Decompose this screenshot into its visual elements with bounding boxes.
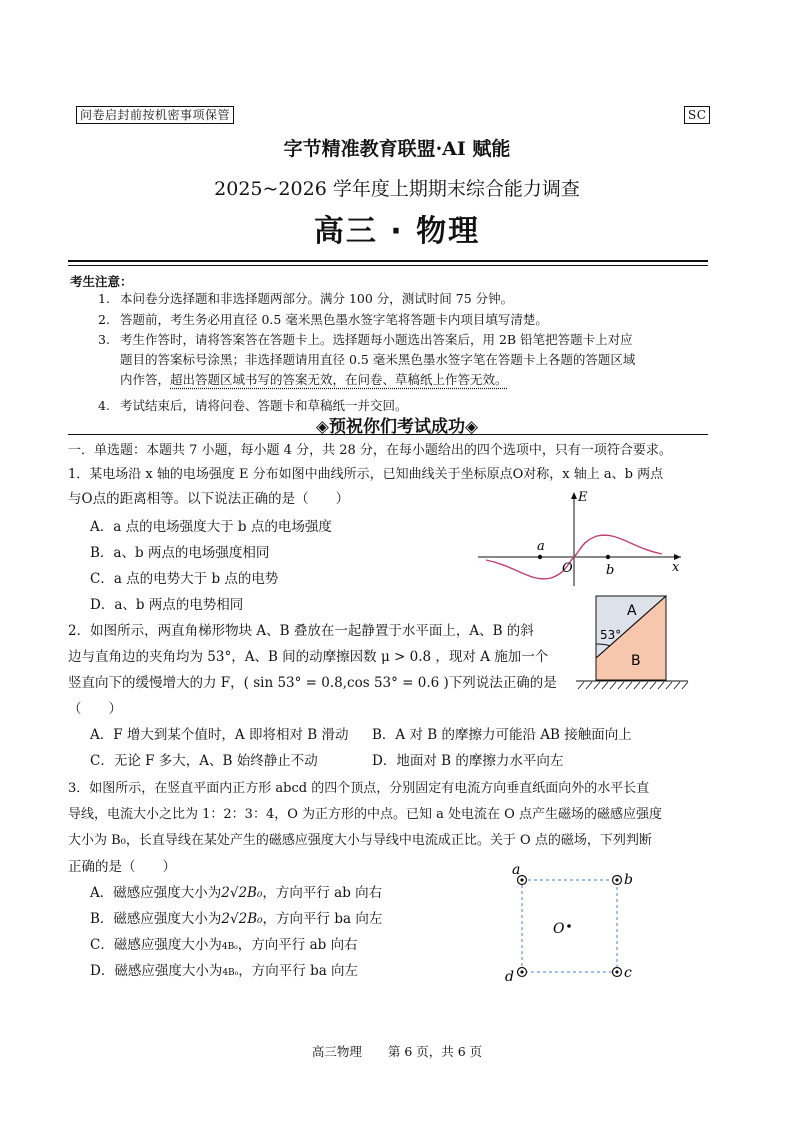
notice-1 bbox=[98, 289, 718, 309]
section-rule bbox=[68, 434, 708, 435]
option-value: 2√2B₀ bbox=[221, 911, 263, 927]
notice-num: 4. bbox=[98, 398, 110, 413]
notice-2 bbox=[98, 310, 718, 330]
option-value: 4B₀ bbox=[221, 942, 238, 952]
option-suffix: ，方向平行 ba 向左 bbox=[262, 911, 383, 927]
footer-subject: 高三物理 bbox=[311, 1044, 362, 1059]
notice-3-line2: 题目的答案标号涂黑；非选择题请用直径 0.5 毫米黑色墨水签字笔在答题卡上各题的答题区域 bbox=[120, 352, 636, 367]
q3-option-d[interactable] bbox=[90, 960, 358, 984]
vertex-a-label: a bbox=[512, 862, 521, 878]
vertex-c-label: c bbox=[624, 965, 632, 981]
q1-option-d[interactable]: D．a、b 两点的电势相同 bbox=[90, 597, 244, 613]
notice-text: 内作答， bbox=[120, 372, 171, 387]
option-prefix: B．磁感应强度大小为 bbox=[90, 911, 222, 927]
wire-b-icon bbox=[613, 876, 622, 885]
point-b-label: b bbox=[606, 563, 615, 578]
notice-3-line3 bbox=[120, 370, 720, 390]
q2-option-b[interactable]: B．A 对 B 的摩擦力可能沿 AB 接触面向上 bbox=[372, 727, 632, 743]
q2-option-c[interactable]: C．无论 F 多大，A、B 始终静止不动 bbox=[90, 753, 318, 769]
option-suffix: ，方向平行 ab 向右 bbox=[237, 937, 358, 953]
vertex-b-label: b bbox=[624, 872, 633, 888]
wire-d-icon bbox=[518, 968, 527, 977]
alliance-title: 字节精准教育联盟·AI 赋能 bbox=[283, 138, 511, 160]
notice-num: 2. bbox=[98, 312, 110, 327]
point-a-label: a bbox=[537, 539, 545, 554]
option-value: 2√2B₀ bbox=[221, 885, 263, 901]
vertex-d-label: d bbox=[505, 969, 514, 985]
q2-line1: 2．如图所示，两直角梯形物块 A、B 叠放在一起静置于水平面上，A、B 的斜 bbox=[68, 623, 534, 639]
notice-emphasis: 超出答题区域书写的答案无效，在问卷、草稿纸上作答无效。 bbox=[170, 372, 508, 387]
option-value: 4B₀ bbox=[222, 968, 239, 978]
q3-line1: 3．如图所示，在竖直平面内正方形 abcd 的四个顶点，分别固定有电流方向垂直纸面向外的水平长直 bbox=[68, 781, 650, 796]
q1-line1: 1．某电场沿 x 轴的电场强度 E 分布如图中曲线所示，已知曲线关于坐标原点O对称，x 轴上 a、b 两点 bbox=[68, 467, 664, 482]
q2-line4: （ ） bbox=[68, 701, 122, 717]
option-prefix: D．磁感应强度大小为 bbox=[90, 963, 223, 979]
e-axis-label: E bbox=[578, 490, 588, 505]
q2-line3: 竖直向下的缓慢增大的力 F，( sin 53° = 0.8,cos 53° = 0.6 )下列说法正确的是 bbox=[68, 675, 557, 691]
option-prefix: C．磁感应强度大小为 bbox=[90, 937, 222, 953]
notice-num: 1. bbox=[98, 291, 110, 306]
q3-line4: 正确的是（ ） bbox=[68, 859, 176, 875]
footer-page: 第 6 页，共 6 页 bbox=[387, 1044, 483, 1059]
notice-text: 本问卷分选择题和非选择题两部分。满分 100 分，测试时间 75 分钟。 bbox=[120, 291, 514, 306]
exam-name: 2025~2026 学年度上期期末综合能力调查 bbox=[214, 178, 580, 200]
angle-label: 53° bbox=[600, 628, 622, 642]
center-point bbox=[567, 924, 571, 928]
option-suffix: ，方向平行 ab 向右 bbox=[262, 885, 383, 901]
title-rule-thin bbox=[68, 265, 708, 266]
notices-heading: 考生注意： bbox=[70, 274, 133, 289]
q3-option-b[interactable] bbox=[90, 908, 382, 930]
point-a-marker bbox=[538, 555, 542, 559]
ground-hatching bbox=[578, 682, 688, 689]
q1-option-c[interactable]: C．a 点的电势大于 b 点的电势 bbox=[90, 571, 279, 587]
notice-num: 3. bbox=[98, 332, 110, 347]
e-axis-arrow-icon bbox=[571, 492, 577, 499]
q2-option-a[interactable]: A．F 增大到某个值时，A 即将相对 B 滑动 bbox=[90, 727, 349, 743]
q1-option-b[interactable]: B．a、b 两点的电场强度相同 bbox=[90, 545, 270, 561]
title-rule-thick bbox=[68, 260, 708, 262]
block-a-label: A bbox=[627, 603, 637, 619]
region-code: SC bbox=[684, 106, 710, 124]
q2-option-d[interactable]: D．地面对 B 的摩擦力水平向左 bbox=[372, 753, 564, 769]
wire-c-icon bbox=[613, 968, 622, 977]
q3-option-a[interactable] bbox=[90, 882, 382, 904]
x-axis-label: x bbox=[672, 560, 680, 575]
option-suffix: ，方向平行 ba 向左 bbox=[238, 963, 359, 979]
security-label: 问卷启封前按机密事项保管 bbox=[76, 106, 234, 124]
q3-square-figure bbox=[502, 860, 652, 990]
q3-option-c[interactable] bbox=[90, 934, 358, 958]
q2-blocks-figure bbox=[574, 592, 690, 692]
q2-line2: 边与直角边的夹角均为 53°，A、B 间的动摩擦因数 μ > 0.8 ，现对 A 施加一个 bbox=[68, 649, 549, 665]
notice-text: 答题前，考生务必用直径 0.5 毫米黑色墨水签字笔将答题卡内项目填写清楚。 bbox=[120, 312, 548, 327]
block-b-label: B bbox=[631, 653, 641, 669]
point-b-marker bbox=[606, 555, 610, 559]
origin-label: O bbox=[562, 561, 573, 576]
q1-field-figure bbox=[476, 488, 686, 588]
q3-line2: 导线，电流大小之比为 1：2：3：4，O 为正方形的中点。已知 a 处电流在 O 点产生磁场的磁感应强度 bbox=[68, 807, 662, 822]
q3-line3: 大小为 B₀，长直导线在某处产生的磁感应强度大小与导线中电流成正比。关于 O 点的磁场，下列判断 bbox=[68, 833, 652, 848]
option-prefix: A．磁感应强度大小为 bbox=[90, 885, 222, 901]
notice-3 bbox=[98, 330, 718, 350]
section-intro: 一．单选题：本题共 7 小题，每小题 4 分，共 28 分，在每小题给出的四个选项中，只有一项符合要求。 bbox=[68, 443, 672, 458]
notice-text: 考试结束后，请将问卷、答题卡和草稿纸一并交回。 bbox=[120, 398, 408, 413]
q1-option-a[interactable]: A．a 点的电场强度大于 b 点的电场强度 bbox=[90, 519, 332, 535]
page-footer bbox=[0, 1042, 794, 1060]
notice-text: 考生作答时，请将答案答在答题卡上。选择题每小题选出答案后，用 2B 铅笔把答题卡上对应 bbox=[120, 332, 633, 347]
q1-line2: 与O点的距离相等。以下说法正确的是（ ） bbox=[68, 491, 350, 507]
motto: ◈预祝你们考试成功◈ bbox=[315, 417, 479, 437]
subject-title: 高三 · 物理 bbox=[313, 214, 481, 249]
center-label: O bbox=[553, 921, 565, 937]
